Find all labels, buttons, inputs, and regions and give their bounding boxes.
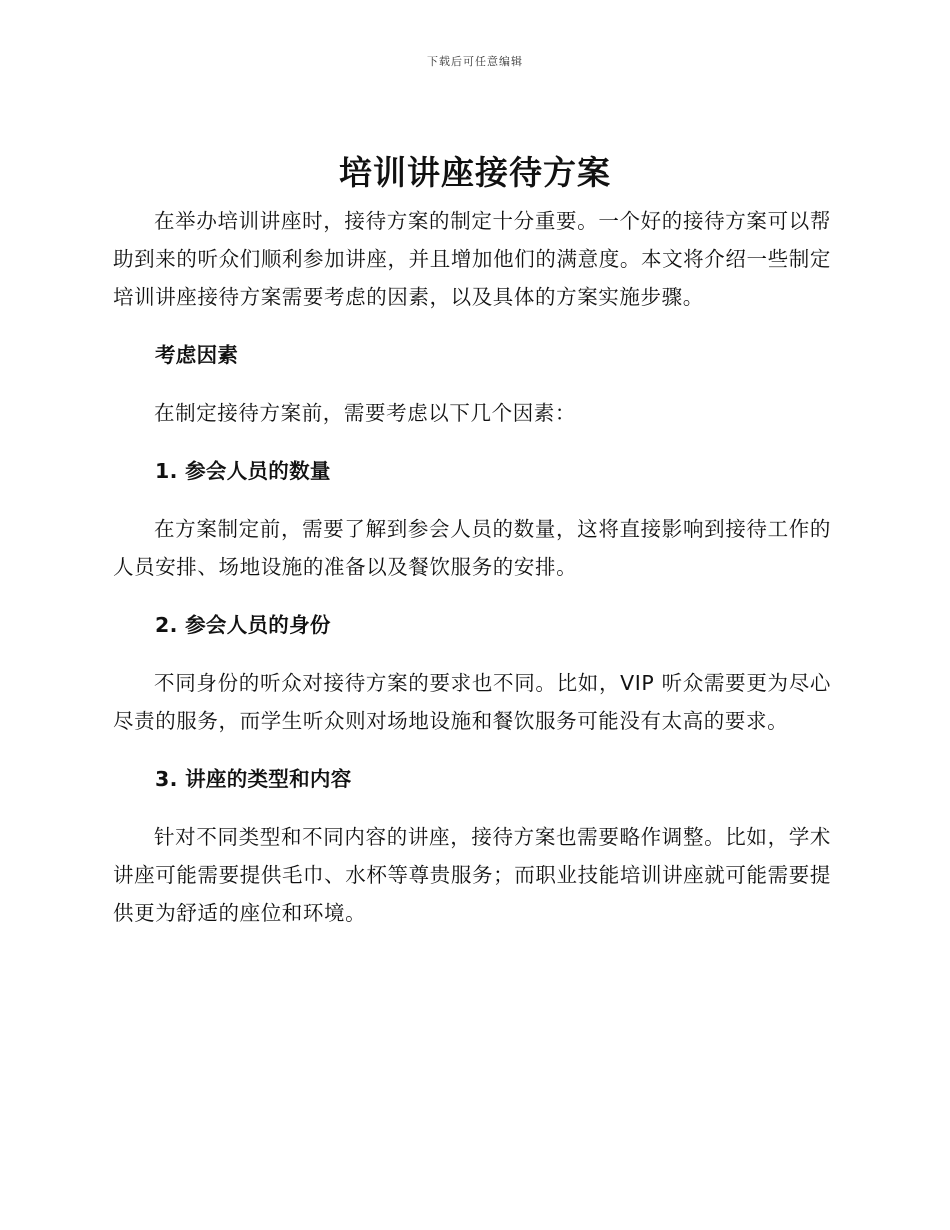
spacer xyxy=(113,490,831,510)
item-heading-3: 3. 讲座的类型和内容 xyxy=(155,767,352,791)
spacer xyxy=(113,740,831,760)
item-body-2: 不同身份的听众对接待方案的要求也不同。比如，VIP 听众需要更为尽心尽责的服务，而学生听众则对场地设施和餐饮服务可能没有太高的要求。 xyxy=(113,671,831,733)
section-heading: 考虑因素 xyxy=(155,343,239,367)
page-header-note: 下载后可任意编辑 xyxy=(427,55,523,68)
spacer xyxy=(113,644,831,664)
item-heading-2: 2. 参会人员的身份 xyxy=(155,613,331,637)
spacer xyxy=(113,316,831,336)
intro-paragraph: 在举办培训讲座时，接待方案的制定十分重要。一个好的接待方案可以帮助到来的听众们顺利参加讲座，并且增加他们的满意度。本文将介绍一些制定培训讲座接待方案需要考虑的因素，以及具体的方案实施步骤。 xyxy=(113,209,831,309)
spacer xyxy=(113,586,831,606)
spacer xyxy=(113,432,831,452)
item-body-3: 针对不同类型和不同内容的讲座，接待方案也需要略作调整。比如，学术讲座可能需要提供毛巾、水杯等尊贵服务；而职业技能培训讲座就可能需要提供更为舒适的座位和环境。 xyxy=(113,825,831,925)
item-body-1: 在方案制定前，需要了解到参会人员的数量，这将直接影响到接待工作的人员安排、场地设施的准备以及餐饮服务的安排。 xyxy=(113,517,831,579)
document-title: 培训讲座接待方案 xyxy=(339,153,611,192)
item-heading-1: 1. 参会人员的数量 xyxy=(155,459,331,483)
spacer xyxy=(113,374,831,394)
spacer xyxy=(113,798,831,818)
section-lead-paragraph: 在制定接待方案前，需要考虑以下几个因素： xyxy=(154,401,576,425)
document-body xyxy=(113,202,831,932)
